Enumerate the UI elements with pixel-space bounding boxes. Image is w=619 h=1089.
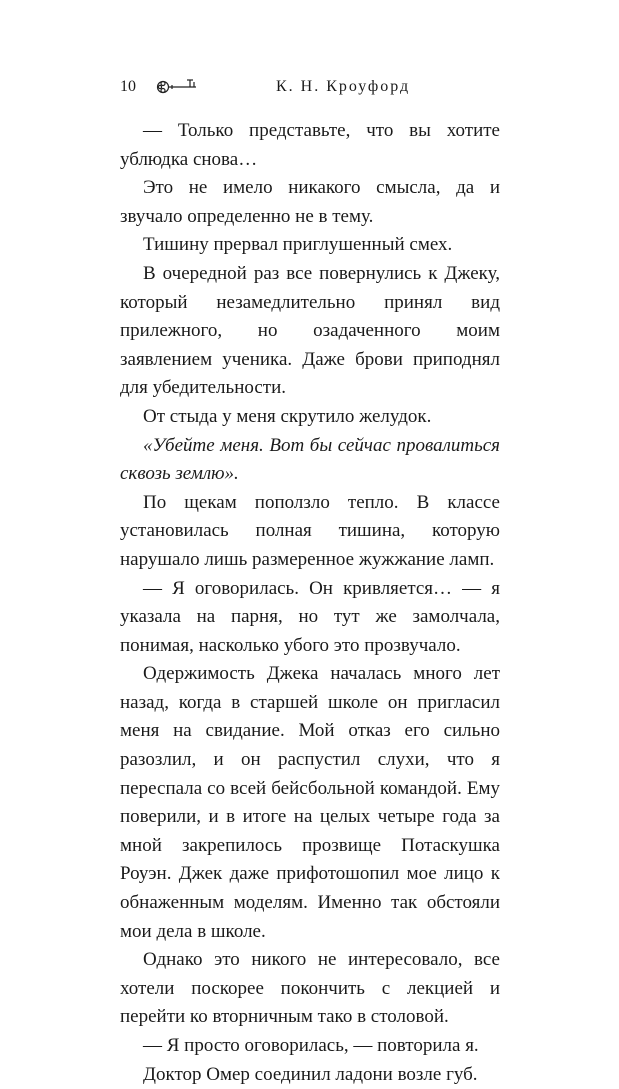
paragraph: — Я оговорилась. Он кривляется… — я указала на парня, но тут же замолчала, понимая, насколько убого это прозвучало. — [120, 577, 500, 656]
page-header — [120, 76, 500, 100]
paragraph: В очередной раз все повернулись к Джеку, который незамедлительно принял вид прилежного, но озадаченного моим заявлением ученика. Даже брови приподнял для убедительности. — [120, 262, 500, 399]
paragraph: По щекам поползло тепло. В классе установилась полная тишина, которую нарушало лишь размеренное жужжание ламп. — [120, 491, 500, 570]
running-head: К. Н. Кроуфорд — [276, 78, 411, 95]
paragraph: От стыда у меня скрутило желудок. — [143, 405, 432, 427]
key-ornament-icon — [156, 76, 202, 98]
paragraph: Доктор Омер соединил ладони возле губ. — [143, 1063, 478, 1085]
paragraph: — Я просто оговорилась, — повторила я. — [143, 1035, 479, 1056]
body-text — [120, 117, 500, 1089]
paragraph: — Только представьте, что вы хотите ублюдка снова… — [120, 120, 500, 170]
paragraph: Однако это никого не интересовало, все хотели поскорее покончить с лекцией и перейти ко вторничным тако в столовой. — [120, 949, 500, 1028]
page-number: 10 — [120, 78, 136, 95]
paragraph: Это не имело никакого смысла, да и звучало определенно не в тему. — [120, 177, 500, 227]
paragraph: Одержимость Джека началась много лет назад, когда в старшей школе он пригласил меня на свидание. Мой отказ его сильно разозлил, и он распустил слухи, что я переспала со всей бейсбольной командой. Ему поверили, и в итоге на целых четыре года за мной закрепилось прозвище Потаскушка Роуэн. Джек даже прифотошопил мое лицо к обнаженным моделям. Именно так обстояли мои дела в школе. — [120, 663, 500, 942]
italic-thought: «Убейте меня. Вот бы сейчас провалиться сквозь землю». — [120, 434, 500, 485]
paragraph: Тишину прервал приглушенный смех. — [143, 234, 453, 256]
